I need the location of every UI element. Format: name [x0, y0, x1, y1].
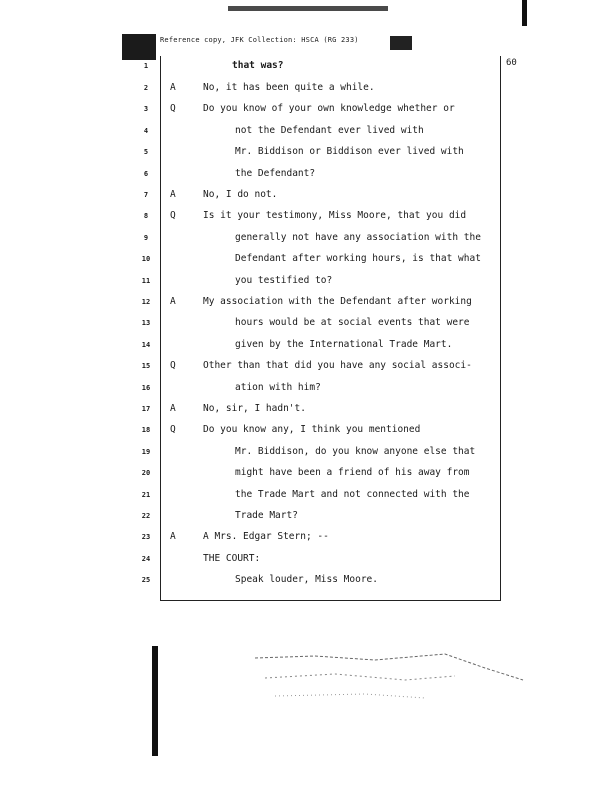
transcript-line: you testified to?	[235, 274, 333, 286]
line-number: 16	[141, 383, 151, 392]
line-number: 5	[143, 148, 149, 157]
scan-artifact-bottom	[152, 646, 158, 756]
transcript-line: might have been a friend of his away from	[235, 467, 470, 479]
line-number: 18	[141, 426, 151, 435]
speaker-label: Q	[170, 360, 176, 372]
line-number: 14	[141, 340, 151, 349]
line-number: 1	[143, 62, 149, 70]
line-number: 24	[141, 554, 151, 563]
transcript-line: No, sir, I hadn't.	[203, 403, 306, 414]
transcript-line: Speak louder, Miss Moore.	[235, 574, 378, 586]
line-number: 22	[141, 512, 151, 520]
transcript-line: Defendant after working hours, is that what	[235, 253, 481, 265]
line-number: 4	[143, 126, 149, 135]
transcript-line: Other than that did you have any social associ-	[203, 360, 472, 372]
transcript-line: No, it has been quite a while.	[203, 82, 375, 93]
line-number: 6	[143, 169, 149, 178]
speaker-label: Q	[170, 424, 176, 436]
transcript-line: My association with the Defendant after working	[203, 296, 472, 307]
line-number: 3	[143, 105, 149, 114]
line-number: 20	[141, 469, 151, 478]
line-number: 2	[143, 84, 149, 92]
transcript-line: ation with him?	[235, 381, 321, 393]
transcript-line: that was?	[232, 60, 284, 71]
scan-artifact-right	[522, 0, 527, 26]
transcript-line: Mr. Biddison or Biddison ever lived with	[235, 146, 464, 158]
line-number: 25	[141, 576, 151, 585]
transcript-line: not the Defendant ever lived with	[235, 124, 424, 136]
line-number: 9	[143, 233, 149, 242]
scan-blot-right	[390, 36, 412, 50]
transcript-line: Mr. Biddison, do you know anyone else that	[235, 445, 476, 457]
line-number: 11	[141, 276, 151, 285]
line-number: 13	[141, 319, 151, 328]
speaker-label: A	[170, 189, 176, 200]
scan-blot-left	[122, 34, 156, 60]
line-number: 23	[141, 533, 151, 542]
transcript-line: Is it your testimony, Miss Moore, that you did	[203, 210, 467, 222]
transcript-line: No, I do not.	[203, 189, 278, 200]
line-number: 21	[141, 490, 151, 499]
line-number: 15	[141, 362, 151, 371]
speaker-label: Q	[170, 210, 176, 222]
line-number: 19	[141, 447, 151, 456]
transcript-line: A Mrs. Edgar Stern; --	[203, 531, 329, 543]
line-number: 12	[141, 298, 151, 306]
speaker-label: A	[170, 403, 176, 414]
line-number: 7	[143, 191, 149, 199]
line-number: 10	[141, 255, 151, 264]
transcript-line: Do you know of your own knowledge whether or	[203, 103, 455, 115]
speaker-label: Q	[170, 103, 176, 115]
speaker-label: A	[170, 82, 176, 93]
scan-smudge	[255, 650, 525, 710]
transcript-line: Trade Mart?	[235, 510, 298, 521]
scan-artifact-top	[228, 6, 388, 11]
speaker-label: A	[170, 296, 176, 307]
transcript-line: hours would be at social events that were	[235, 317, 470, 329]
transcript-line: given by the International Trade Mart.	[235, 338, 453, 350]
transcript-line: THE COURT:	[203, 552, 261, 564]
reference-header: Reference copy, JFK Collection: HSCA (RG 233)	[160, 36, 359, 44]
line-number: 8	[143, 212, 149, 221]
page-number: 60	[506, 58, 517, 68]
line-number: 17	[141, 405, 151, 413]
transcript-frame	[160, 56, 501, 601]
transcript-line: generally not have any association with the	[235, 231, 481, 243]
speaker-label: A	[170, 531, 176, 543]
transcript-line: the Trade Mart and not connected with the	[235, 488, 470, 500]
transcript-line: the Defendant?	[235, 167, 316, 179]
transcript-line: Do you know any, I think you mentioned	[203, 424, 421, 436]
